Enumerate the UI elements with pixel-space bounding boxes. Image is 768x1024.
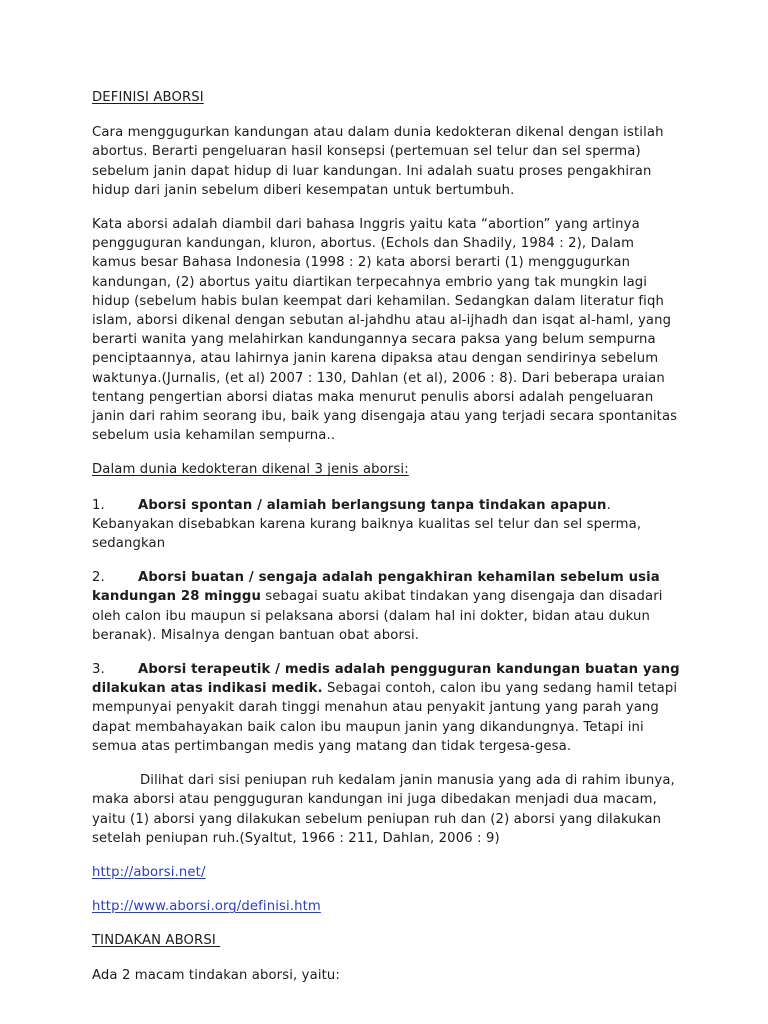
list-item-number: 2.	[92, 570, 105, 586]
section-heading-tindakan-aborsi	[92, 931, 680, 950]
list-item-number: 1.	[92, 497, 105, 513]
paragraph-definition-2: Kata aborsi adalah diambil dari bahasa Inggris yaitu kata “abortion” yang artinya pengguguran kandungan, kluron, abortus. (Echols dan Shadily, 1984 : 2), Dalam kamus besar Bahasa Indonesia (1998 : 2) kata aborsi berarti (1) menggugurkan kandungan, (2) abortus yaitu diartikan terpecahnya embrio yang tak mungkin lagi hidup (sebelum habis bulan keempat dari kehamilan. Sedangkan dalam literatur fiqh islam, aborsi dikenal dengan sebutan al-jahdhu atau al-ijhadh dan isqat al-haml, yang berarti wanita yang melahirkan kandungannya secara paksa yang belum sempurna penciptaannya, atau lahirnya janin karena dipaksa atau dengan sendirinya sebelum waktunya.(Jurnalis, (et al) 2007 : 130, Dahlan (et al), 2006 : 8). Dari beberapa uraian tentang pengertian aborsi diatas maka menurut penulis aborsi adalah pengeluaran janin dari rahim seorang ibu, baik yang disengaja atau yang terjadi secara spontanitas sebelum usia kehamilan sempurna..	[92, 217, 678, 444]
paragraph-ada-2-macam: Ada 2 macam tindakan aborsi, yaitu:	[92, 967, 340, 983]
list-item	[92, 660, 680, 756]
link-line-1	[92, 863, 680, 882]
list-item	[92, 568, 680, 645]
subheading-jenis-aborsi	[92, 460, 680, 479]
section-heading-text: TINDAKAN ABORSI	[92, 933, 221, 949]
list-item-body-text: sebagai suatu akibat tindakan yang disengaja dan disadari oleh calon ibu maupun si pelaksana aborsi (dalam hal ini dokter, bidan atau dukun beranak). Misalnya dengan bantuan obat aborsi.	[92, 589, 663, 643]
page-title-text: DEFINISI ABORSI	[92, 90, 204, 105]
paragraph-peniupan-ruh: Dilihat dari sisi peniupan ruh kedalam janin manusia yang ada di rahim ibunya, maka aborsi atau pengguguran kandungan ini juga dibedakan menjadi dua macam, yaitu (1) aborsi yang dilakukan sebelum peniupan ruh dan (2) aborsi yang dilakukan setelah peniupan ruh.(Syaltut, 1966 : 211, Dahlan, 2006 : 9)	[92, 773, 675, 846]
document-body	[92, 88, 680, 985]
subheading-jenis-aborsi-text: Dalam dunia kedokteran dikenal 3 jenis aborsi:	[92, 462, 409, 478]
link-aborsi-org-definisi[interactable]: http://www.aborsi.org/definisi.htm	[92, 899, 321, 915]
list-item-body-text: . Kebanyakan disebabkan karena kurang baiknya kualitas sel telur dan sel sperma, sedangkan	[92, 497, 642, 552]
link-line-2	[92, 897, 680, 916]
paragraph-definition-1: Cara menggugurkan kandungan atau dalam dunia kedokteran dikenal dengan istilah abortus. Berarti pengeluaran hasil konsepsi (pertemuan sel telur dan sel sperma) sebelum janin dapat hidup di luar kandungan. Ini adalah suatu proses pengakhiran hidup dari janin sebelum diberi kesempatan untuk bertumbuh.	[92, 125, 664, 198]
list-item	[92, 496, 680, 554]
link-aborsi-net[interactable]: http://aborsi.net/	[92, 864, 206, 880]
list-item-number: 3.	[92, 662, 105, 678]
list-item-body-text: Sebagai contoh, calon ibu yang sedang hamil tetapi mempunyai penyakit darah tinggi menahun atau penyakit jantung yang parah yang dapat membahayakan baik calon ibu maupun janin yang dikandungnya. Tetapi ini semua atas pertimbangan medis yang matang dan tidak tergesa-gesa.	[92, 681, 678, 754]
list-item-bold-text: Aborsi terapeutik / medis adalah pengguguran kandungan buatan yang dilakukan atas indikasi medik.	[92, 662, 680, 697]
list-item-bold-text: Aborsi spontan / alamiah berlangsung tanpa tindakan apapun	[138, 497, 607, 513]
page-title	[92, 88, 680, 107]
list-item-bold-text: Aborsi buatan / sengaja adalah pengakhiran kehamilan sebelum usia kandungan 28 minggu	[92, 570, 660, 605]
